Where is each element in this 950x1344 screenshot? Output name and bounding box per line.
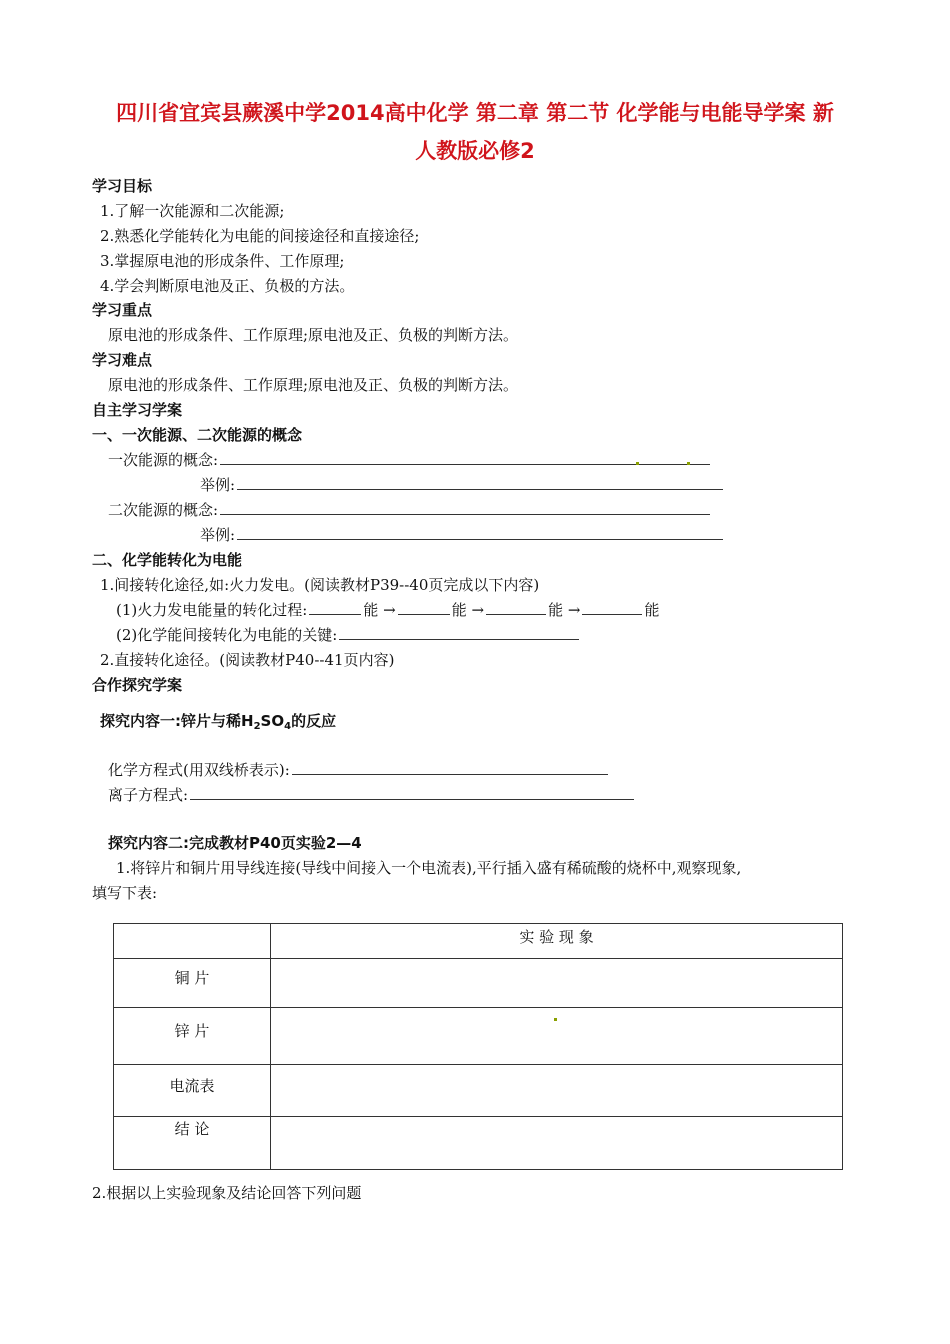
document-title-line2: 人教版必修2: [415, 139, 535, 163]
table-row: [114, 924, 843, 959]
explore1-suffix: 的反应: [291, 712, 337, 730]
energy-word: 能: [451, 601, 467, 619]
row-label-ammeter: 电流表: [114, 1065, 271, 1117]
focus-text: 原电池的形成条件、工作原理;原电池及正、负极的判断方法。: [108, 326, 519, 344]
ion-eq-row: [108, 785, 636, 805]
example-row-2: [200, 525, 725, 545]
thermal-process-label: (1)火力发电能量的转化过程:: [116, 601, 308, 619]
primary-concept-row: [108, 450, 712, 470]
table-row: [114, 1008, 843, 1065]
row-label-zinc: 锌 片: [114, 1008, 271, 1065]
goal-item-4: 4.学会判断原电池及正、负极的方法。: [100, 277, 355, 295]
secondary-concept-label: 二次能源的概念:: [108, 501, 219, 519]
energy-blank-4[interactable]: [582, 600, 642, 615]
step1-line2: 填写下表:: [92, 884, 158, 902]
table-row: [114, 959, 843, 1008]
energy-word: 能: [548, 601, 564, 619]
goal-item-2: 2.熟悉化学能转化为电能的间接途径和直接途径;: [100, 227, 420, 245]
coop-heading: 合作探究学案: [92, 676, 183, 694]
secondary-concept-blank[interactable]: [220, 500, 710, 515]
scan-speck: [554, 1018, 557, 1021]
goal-item-3: 3.掌握原电池的形成条件、工作原理;: [100, 252, 345, 270]
difficulty-text: 原电池的形成条件、工作原理;原电池及正、负极的判断方法。: [108, 376, 519, 394]
key-blank[interactable]: [339, 625, 579, 640]
row-label-conclusion: 结 论: [114, 1117, 271, 1170]
goal-item-1: 1.了解一次能源和二次能源;: [100, 202, 285, 220]
self-study-heading: 自主学习学案: [92, 401, 183, 419]
secondary-concept-row: [108, 500, 712, 520]
table-corner-cell: [114, 924, 271, 959]
observation-table: [113, 923, 843, 1170]
chem-eq-blank[interactable]: [292, 760, 608, 775]
formula-so: SO: [260, 712, 285, 730]
explore1-heading: [100, 711, 336, 737]
section2-heading: 二、化学能转化为电能: [92, 551, 243, 569]
example-label-1: 举例:: [200, 476, 236, 494]
chem-eq-row: [108, 760, 610, 780]
difficulty-heading: 学习难点: [92, 351, 153, 369]
arrow-icon: →: [383, 601, 396, 619]
explore2-heading: 探究内容二:完成教材P40页实验2—4: [108, 834, 362, 852]
table-header: 实 验 现 象: [271, 924, 843, 959]
example-blank-2[interactable]: [237, 525, 723, 540]
section1-heading: 一、一次能源、二次能源的概念: [92, 426, 303, 444]
observation-cell-ammeter[interactable]: [271, 1065, 843, 1117]
energy-blank-1[interactable]: [309, 600, 361, 615]
focus-heading: 学习重点: [92, 301, 153, 319]
key-row: [116, 625, 581, 645]
formula-sub4: 4: [284, 721, 292, 732]
thermal-process-row: [116, 600, 659, 620]
example-label-2: 举例:: [200, 526, 236, 544]
table-row: [114, 1117, 843, 1170]
example-blank-1[interactable]: [237, 475, 723, 490]
formula-sub2: 2: [253, 721, 261, 732]
key-label: (2)化学能间接转化为电能的关键:: [116, 626, 338, 644]
scan-speck: [636, 462, 639, 465]
step2-text: 2.根据以上实验现象及结论回答下列问题: [92, 1184, 362, 1202]
row-label-copper: 铜 片: [114, 959, 271, 1008]
direct-path-text: 2.直接转化途径。(阅读教材P40--41页内容): [100, 651, 395, 669]
ion-eq-blank[interactable]: [190, 785, 634, 800]
energy-blank-3[interactable]: [486, 600, 546, 615]
primary-concept-label: 一次能源的概念:: [108, 451, 219, 469]
arrow-icon: →: [471, 601, 485, 619]
scan-speck: [687, 462, 690, 465]
document-title-line1: 四川省宜宾县蕨溪中学2014高中化学 第二章 第二节 化学能与电能导学案 新: [116, 101, 834, 125]
example-row-1: [200, 475, 725, 495]
energy-blank-2[interactable]: [398, 600, 450, 615]
observation-cell-zinc[interactable]: [271, 1008, 843, 1065]
chem-eq-label: 化学方程式(用双线桥表示):: [108, 761, 290, 779]
table-row: [114, 1065, 843, 1117]
indirect-path-text: 1.间接转化途径,如:火力发电。(阅读教材P39--40页完成以下内容): [100, 576, 540, 594]
observation-cell-copper[interactable]: [271, 959, 843, 1008]
formula-h: H: [241, 712, 254, 730]
arrow-icon: →: [567, 601, 581, 619]
energy-word: 能: [644, 601, 660, 619]
step1-line1: 1.将锌片和铜片用导线连接(导线中间接入一个电流表),平行插入盛有稀硫酸的烧杯中,观察现象,: [116, 859, 742, 877]
ion-eq-label: 离子方程式:: [108, 786, 189, 804]
goals-heading: 学习目标: [92, 177, 153, 195]
observation-cell-conclusion[interactable]: [271, 1117, 843, 1170]
energy-word: 能: [363, 601, 379, 619]
explore1-prefix: 探究内容一:锌片与稀: [100, 712, 241, 730]
